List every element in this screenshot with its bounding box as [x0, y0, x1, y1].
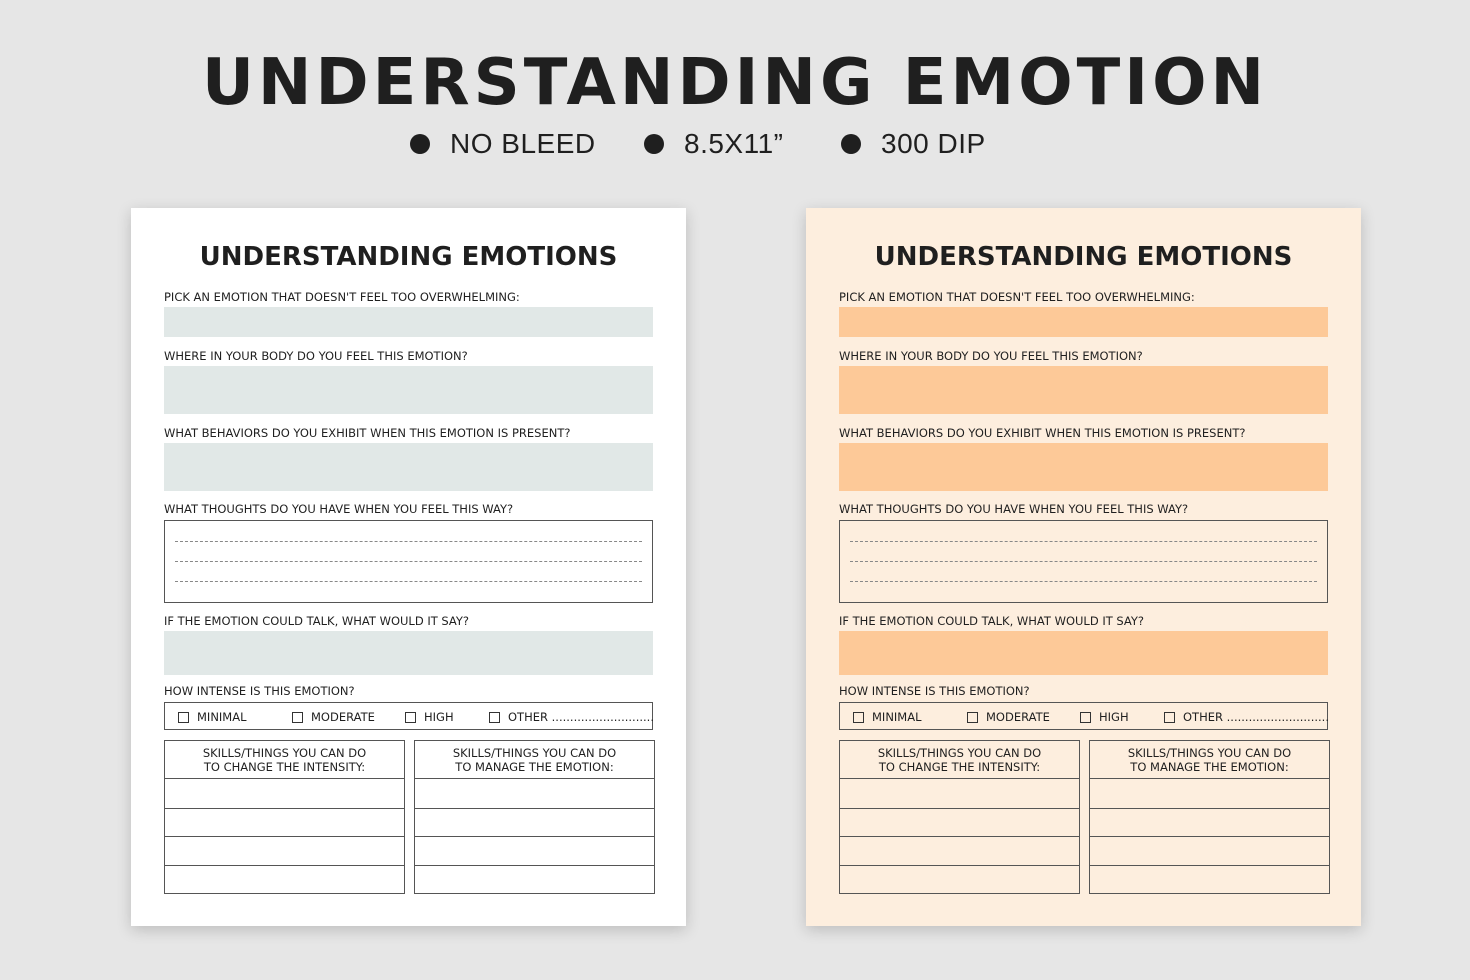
checkbox-icon[interactable] [853, 712, 864, 723]
table-row-line [1090, 836, 1329, 837]
intensity-options [164, 702, 653, 730]
writing-line [850, 541, 1317, 542]
option-label: HIGH [1099, 710, 1129, 724]
answer-box[interactable] [164, 443, 653, 491]
answer-box[interactable] [839, 443, 1328, 491]
checkbox-icon[interactable] [178, 712, 189, 723]
skills-change-table [164, 740, 405, 894]
answer-box[interactable] [164, 307, 653, 337]
worksheet-title: UNDERSTANDING EMOTIONS [874, 242, 1293, 272]
spec-list [0, 128, 1470, 168]
header-line: SKILLS/THINGS YOU CAN DO [1127, 746, 1292, 760]
checkbox-icon[interactable] [405, 712, 416, 723]
table-row-line [165, 865, 404, 866]
writing-line [175, 561, 642, 562]
question-label: WHAT THOUGHTS DO YOU HAVE WHEN YOU FEEL THIS WAY? [164, 502, 514, 516]
answer-box[interactable] [839, 366, 1328, 414]
table-row-line [1090, 865, 1329, 866]
table-row-line [415, 865, 654, 866]
worksheet-white [131, 208, 686, 926]
option-minimal[interactable] [853, 710, 922, 724]
question-label: HOW INTENSE IS THIS EMOTION? [839, 684, 1030, 698]
table-row-line [415, 808, 654, 809]
writing-line [850, 581, 1317, 582]
option-label: OTHER ............................ [1183, 710, 1329, 724]
table-row-line [165, 836, 404, 837]
option-high[interactable] [1080, 710, 1129, 724]
option-label: MODERATE [311, 710, 375, 724]
skills-manage-table [1089, 740, 1330, 894]
option-minimal[interactable] [178, 710, 247, 724]
option-label: MINIMAL [197, 710, 247, 724]
question-label: WHAT BEHAVIORS DO YOU EXHIBIT WHEN THIS EMOTION IS PRESENT? [164, 426, 571, 440]
header-line: TO MANAGE THE EMOTION: [1130, 760, 1289, 774]
bullet-icon [841, 134, 861, 154]
answer-box[interactable] [839, 307, 1328, 337]
answer-box[interactable] [839, 631, 1328, 675]
spec-item [410, 128, 596, 160]
option-moderate[interactable] [292, 710, 375, 724]
option-label: MINIMAL [872, 710, 922, 724]
skills-manage-table [414, 740, 655, 894]
question-label: IF THE EMOTION COULD TALK, WHAT WOULD IT SAY? [839, 614, 1145, 628]
spec-no-bleed: NO BLEED [450, 128, 596, 159]
worksheet-title: UNDERSTANDING EMOTIONS [199, 242, 618, 272]
writing-line [850, 561, 1317, 562]
header-line: TO CHANGE THE INTENSITY: [203, 760, 366, 774]
table-row-line [840, 808, 1079, 809]
checkbox-icon[interactable] [1164, 712, 1175, 723]
lined-answer-box[interactable] [164, 520, 653, 603]
table-row-line [840, 865, 1079, 866]
worksheet-peach [806, 208, 1361, 926]
bullet-icon [644, 134, 664, 154]
table-row-line [840, 836, 1079, 837]
question-label: WHAT THOUGHTS DO YOU HAVE WHEN YOU FEEL THIS WAY? [839, 502, 1189, 516]
option-other[interactable] [1164, 710, 1329, 724]
page-title: UNDERSTANDING EMOTION [201, 46, 1269, 120]
table-header [415, 741, 654, 779]
header-line: SKILLS/THINGS YOU CAN DO [877, 746, 1042, 760]
option-other[interactable] [489, 710, 654, 724]
spec-item [644, 128, 784, 160]
intensity-options [839, 702, 1328, 730]
question-label: WHAT BEHAVIORS DO YOU EXHIBIT WHEN THIS EMOTION IS PRESENT? [839, 426, 1246, 440]
table-row-line [165, 808, 404, 809]
header-line: TO CHANGE THE INTENSITY: [878, 760, 1041, 774]
header-line: SKILLS/THINGS YOU CAN DO [202, 746, 367, 760]
writing-line [175, 581, 642, 582]
table-row-line [1090, 808, 1329, 809]
writing-line [175, 541, 642, 542]
table-row-line [415, 836, 654, 837]
option-moderate[interactable] [967, 710, 1050, 724]
checkbox-icon[interactable] [489, 712, 500, 723]
option-high[interactable] [405, 710, 454, 724]
question-label: WHERE IN YOUR BODY DO YOU FEEL THIS EMOTION? [164, 349, 468, 363]
header-line: TO MANAGE THE EMOTION: [455, 760, 614, 774]
spec-resolution: 300 DIP [881, 128, 986, 159]
question-label: WHERE IN YOUR BODY DO YOU FEEL THIS EMOTION? [839, 349, 1143, 363]
option-label: OTHER ............................ [508, 710, 654, 724]
header-line: SKILLS/THINGS YOU CAN DO [452, 746, 617, 760]
question-label: IF THE EMOTION COULD TALK, WHAT WOULD IT SAY? [164, 614, 470, 628]
checkbox-icon[interactable] [292, 712, 303, 723]
question-label: HOW INTENSE IS THIS EMOTION? [164, 684, 355, 698]
question-label: PICK AN EMOTION THAT DOESN'T FEEL TOO OVERWHELMING: [839, 290, 1195, 304]
spec-size: 8.5X11” [684, 128, 784, 159]
skills-change-table [839, 740, 1080, 894]
lined-answer-box[interactable] [839, 520, 1328, 603]
bullet-icon [410, 134, 430, 154]
answer-box[interactable] [164, 631, 653, 675]
answer-box[interactable] [164, 366, 653, 414]
question-label: PICK AN EMOTION THAT DOESN'T FEEL TOO OVERWHELMING: [164, 290, 520, 304]
checkbox-icon[interactable] [1080, 712, 1091, 723]
spec-item [841, 128, 986, 160]
checkbox-icon[interactable] [967, 712, 978, 723]
table-header [840, 741, 1079, 779]
table-header [1090, 741, 1329, 779]
table-header [165, 741, 404, 779]
option-label: HIGH [424, 710, 454, 724]
option-label: MODERATE [986, 710, 1050, 724]
